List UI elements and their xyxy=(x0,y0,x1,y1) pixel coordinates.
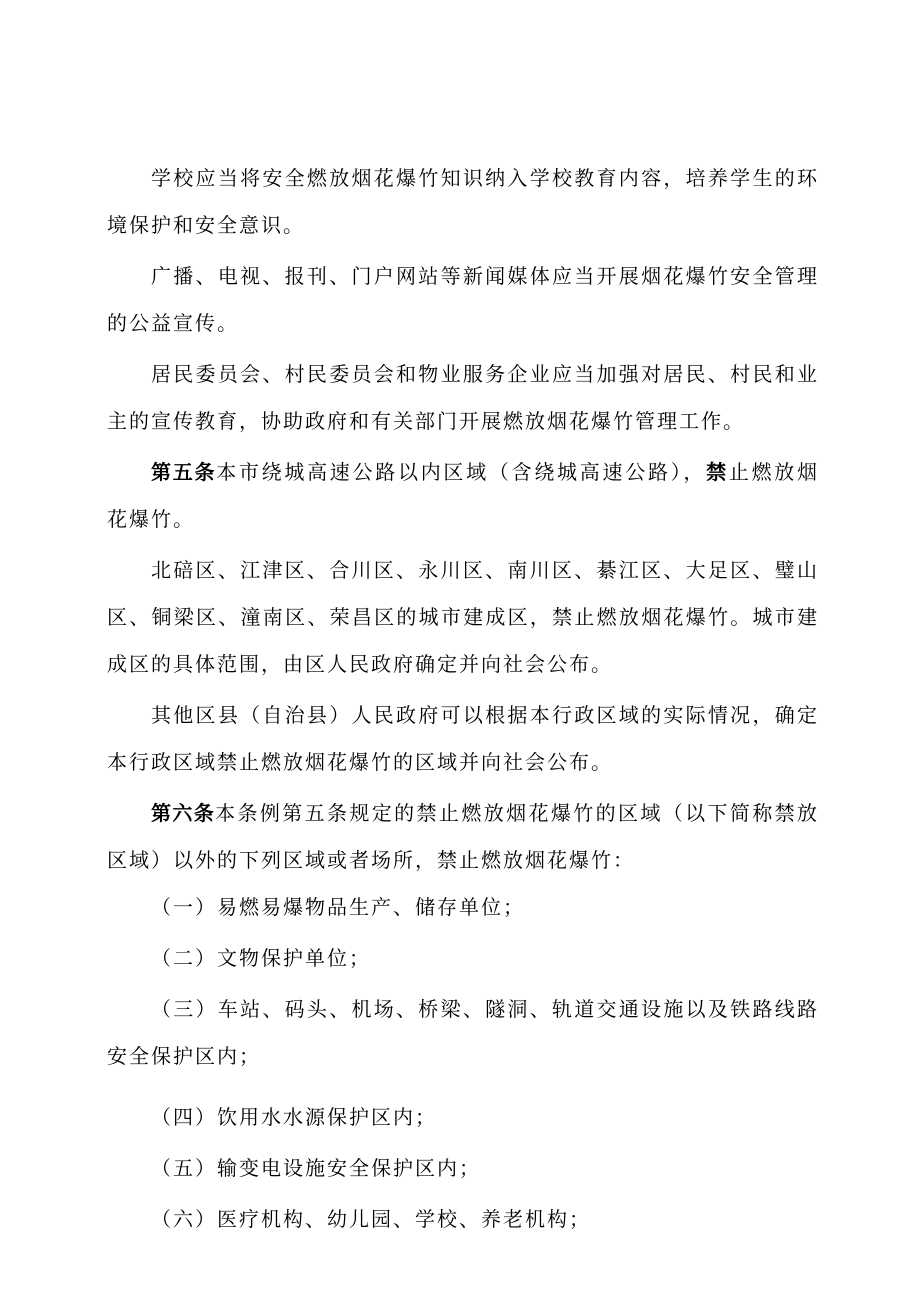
document-body xyxy=(107,155,819,1243)
article-5-text-b: 止燃放烟花爆竹。 xyxy=(107,460,820,531)
list-item: （六）医疗机构、幼儿园、学校、养老机构； xyxy=(151,1207,591,1231)
paragraph-other-districts: 其他区县（自治县）人民政府可以根据本行政区域的实际情况，确定本行政区域禁止燃放烟花爆竹的区域并向社会公布。 xyxy=(107,703,819,774)
list-item: （一）易燃易爆物品生产、储存单位； xyxy=(151,895,525,919)
article-5-bold-char: 禁 xyxy=(706,460,729,484)
article-6-text: 本条例第五条规定的禁止燃放烟花爆竹的区域（以下简称禁放区域）以外的下列区域或者场所，禁止燃放烟花爆竹： xyxy=(107,801,820,872)
article-6-label: 第六条 xyxy=(151,801,216,825)
article-5-label: 第五条 xyxy=(151,460,217,484)
paragraph-school-education: 学校应当将安全燃放烟花爆竹知识纳入学校教育内容，培养学生的环境保护和安全意识。 xyxy=(107,166,819,237)
list-item: （五）输变电设施安全保护区内； xyxy=(151,1156,481,1180)
list-item: （三）车站、码头、机场、桥梁、隧洞、轨道交通设施以及铁路线路安全保护区内； xyxy=(107,997,819,1068)
list-item: （二）文物保护单位； xyxy=(151,946,371,970)
paragraph-district-built-up-areas: 北碚区、江津区、合川区、永川区、南川区、綦江区、大足区、璧山区、铜梁区、潼南区、荣昌区的城市建成区，禁止燃放烟花爆竹。城市建成区的具体范围，由区人民政府确定并向社会公布。 xyxy=(107,558,819,676)
list-item: （四）饮用水水源保护区内； xyxy=(151,1105,437,1129)
article-5-text-a: 本市绕城高速公路以内区域（含绕城高速公路）， xyxy=(216,460,707,484)
paragraph-media-publicity: 广播、电视、报刊、门户网站等新闻媒体应当开展烟花爆竹安全管理的公益宣传。 xyxy=(107,264,819,335)
paragraph-committee-education: 居民委员会、村民委员会和物业服务企业应当加强对居民、村民和业主的宣传教育，协助政府和有关部门开展燃放烟花爆竹管理工作。 xyxy=(107,362,819,433)
article-6-paragraph xyxy=(107,790,819,884)
article-5-paragraph xyxy=(107,449,819,543)
spacer xyxy=(107,1080,819,1094)
